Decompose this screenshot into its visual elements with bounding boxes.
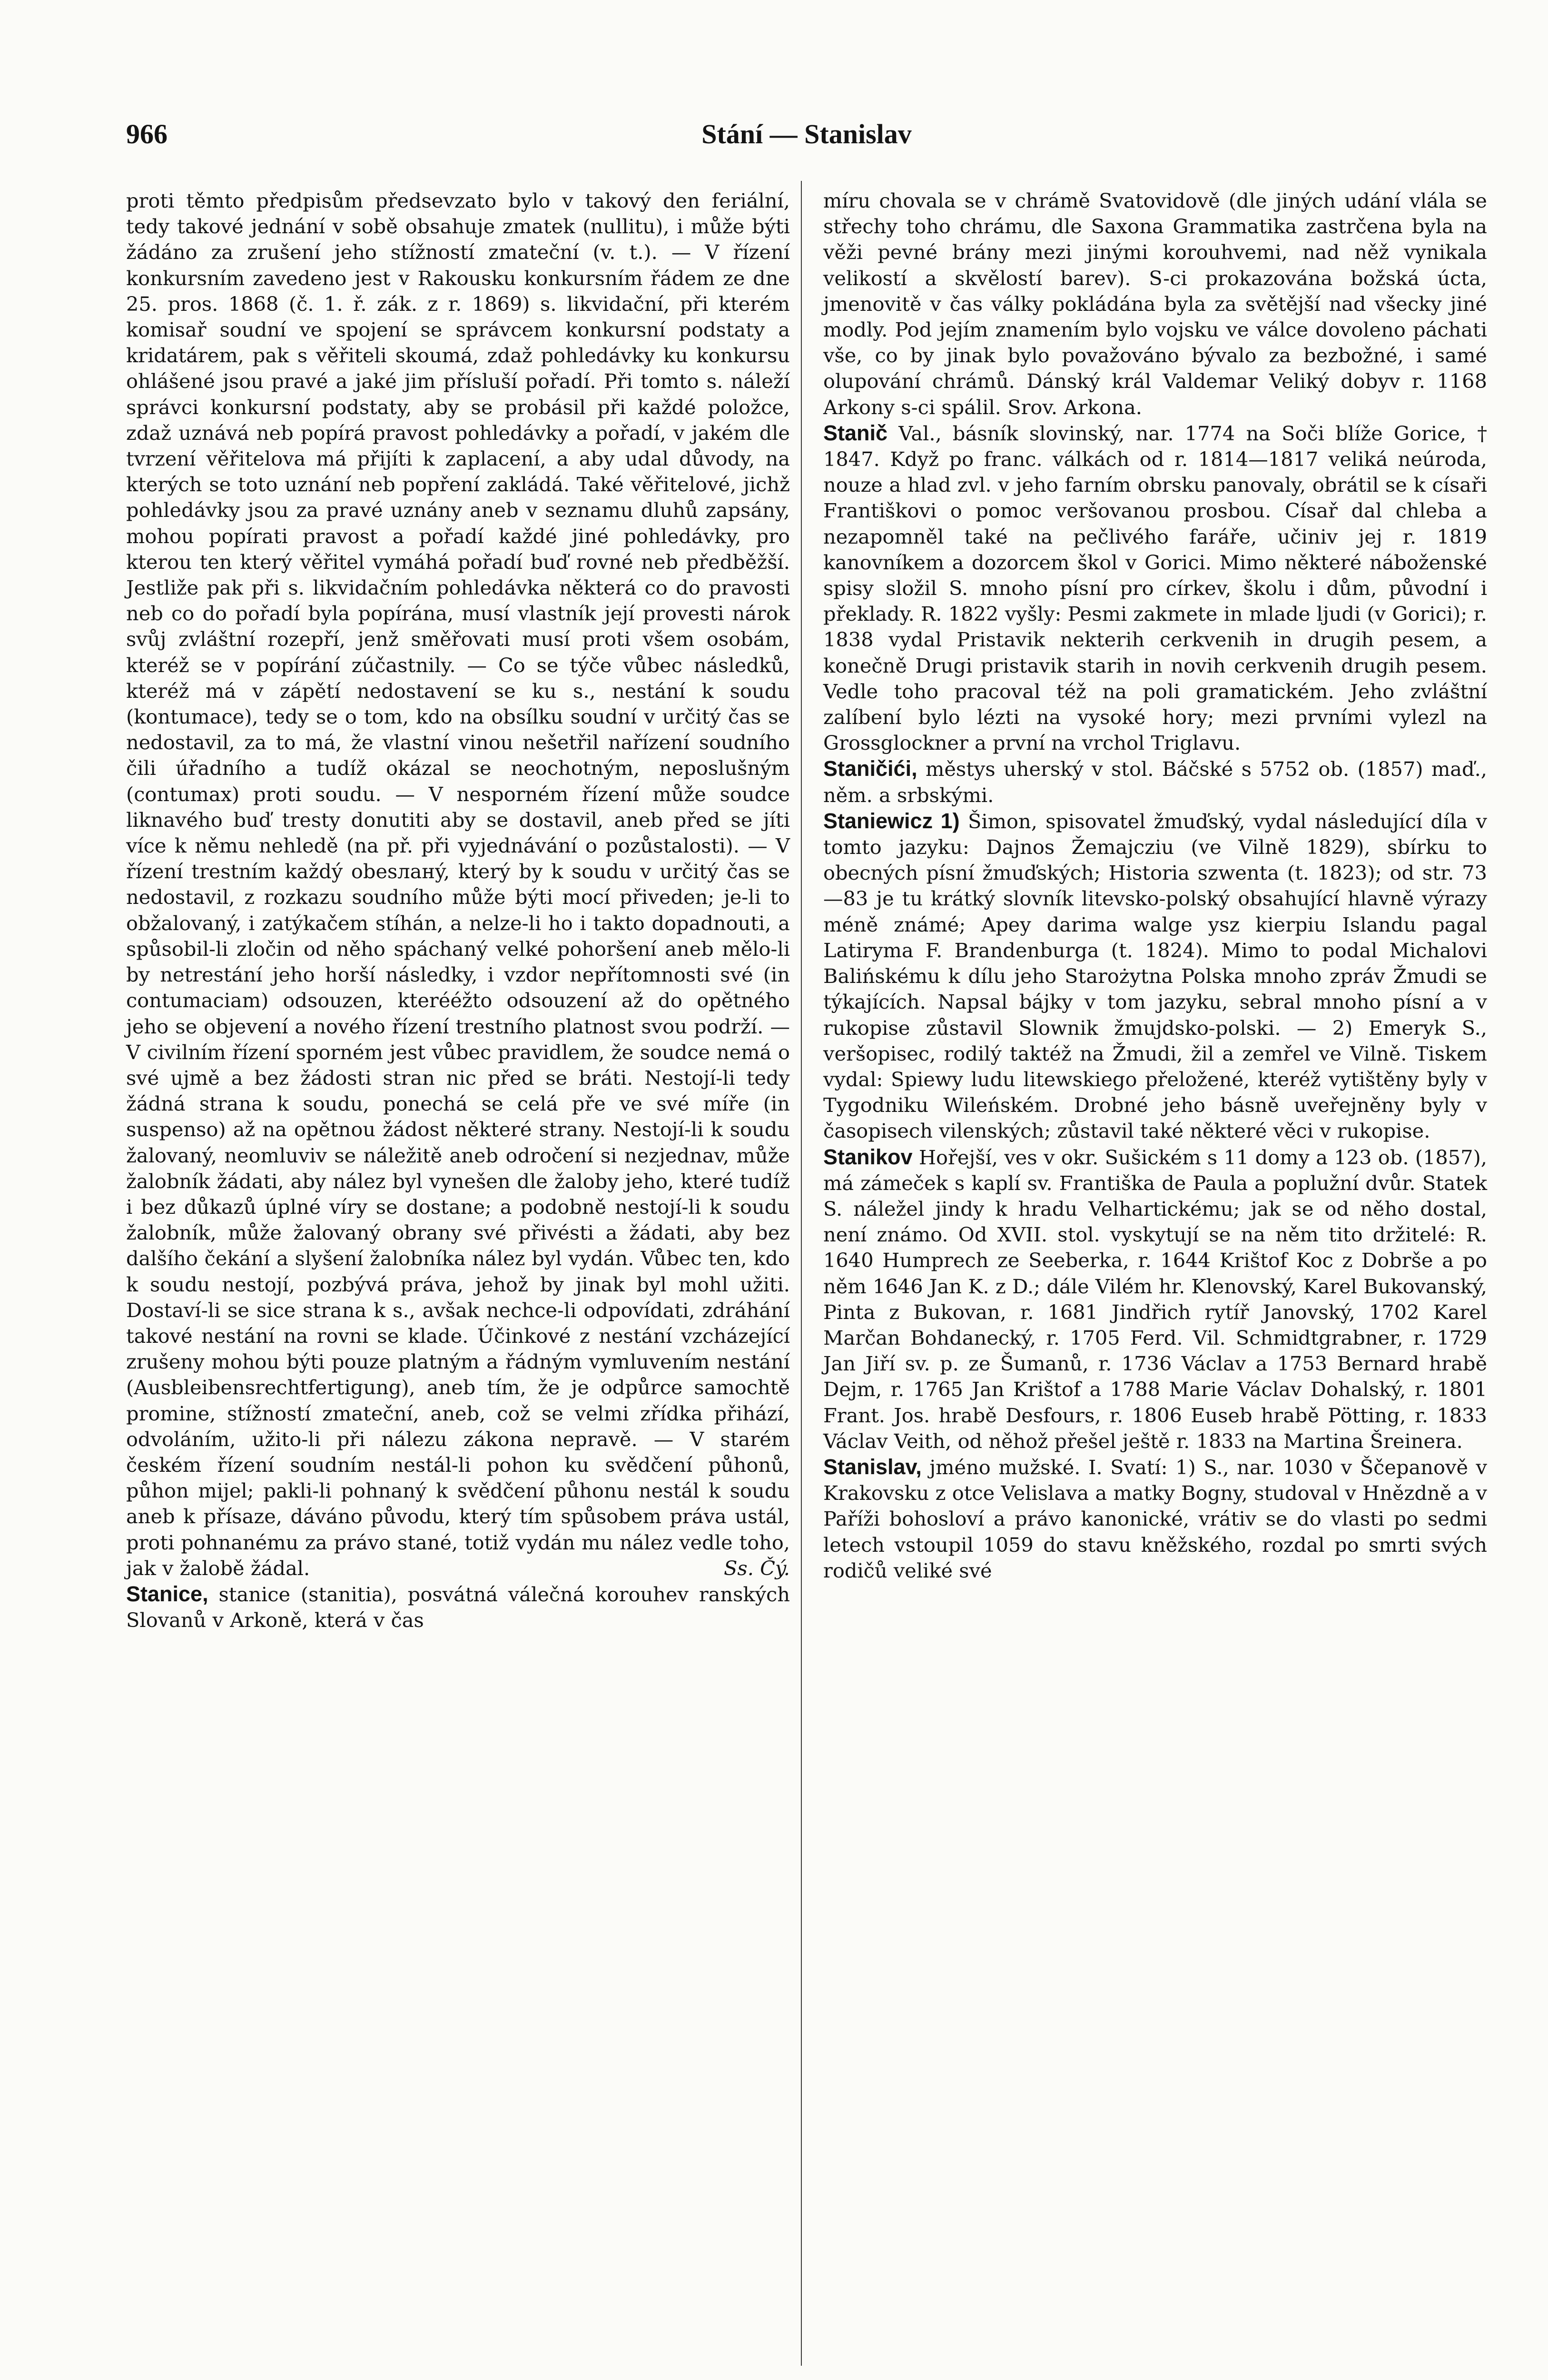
author-signature: Ss. Čý. [724,1556,790,1580]
entry-text: Šimon, spisovatel žmuďský, vydal následující díla v tomto jazyku: Dajnos Žemajcziu (ve Vilně 1829), sbírku to obecných písní žmuďských; Historia szwenta (t. 1823); od str. 73 —83 je tu krátký slovník litevsko-polský obsahující hlavně výrazy méně známé; Apey darima walge ysz kierpiu Islandu pagal Latiryma F. Brandenburga (t. 1824). Mimo to podal Michalovi Balińskému k dílu jeho Starożytna Polska mnoho zpráv Žmudi se týkajících. Napsal bájky v tom jazyku, sebral mnoho písní a v rukopise zůstavil Slownik žmujdsko-polski. — 2) Emeryk S., veršopisec, rodilý taktéž na Žmudi, žil a zemřel ve Vilně. Tiskem vydal: Spiewy ludu litewskiego přeložené, kteréž vytištěny byly v Tygodniku Wileńském. Drobné jeho básně uveřejněny byly v časopisech vilenských; zůstavil také některé věci v rukopise. [823,809,1487,1143]
headword: Stanič [823,420,888,445]
right-column [823,188,1487,1584]
headword: Stanice, [126,1581,208,1606]
running-title: Stání — Stanislav [701,119,912,149]
entry-stanicici [823,756,1487,808]
entry-stanic [823,420,1487,756]
entry-stanikov [823,1144,1487,1454]
entry-continuation [126,188,790,1581]
headword: Staniewicz 1) [823,808,960,833]
entry-staniewicz [823,808,1487,1144]
entry-stanislav [823,1454,1487,1584]
headword: Stanikov [823,1144,913,1169]
entry-text: stanice (stanitia), posvátná válečná korouhev ranských Slovanů v Arkoně, která v čas [126,1582,790,1632]
column-divider [801,181,802,2366]
entry-text: jméno mužské. I. Svatí: 1) S., nar. 1030 v Ščepanově v Krakovsku z otce Velislava a matky Bogny, studoval v Hnězdně a v Paříži bohosloví a právo kanonické, vrátiv se do vlasti po sedmi letech vstoupil 1059 do stavu kněžského, rozdal po smrti svých rodičů veliké své [823,1455,1487,1582]
left-column [126,188,790,1633]
entry-text: Hořejší, ves v okr. Sušickém s 11 domy a 123 ob. (1857), má zámeček s kaplí sv. Františka de Paula a poplužní dvůr. Statek S. náležel jindy k hradu Velhartickému; jak se od něho dostal, není známo. Od XVII. stol. vyskytují se na něm tito držitelé: R. 1640 Humprech ze Seeberka, r. 1644 Krištof Koc z Dobrše a po něm 1646 Jan K. z D.; dále Vilém hr. Klenovský, Karel Bukovanský, Pinta z Bukovan, r. 1681 Jindřich rytíř Janovský, 1702 Karel Marčan Bohdanecký, r. 1705 Ferd. Vil. Schmidtgrabner, r. 1729 Jan Jiří sv. p. ze Šumanů, r. 1736 Václav a 1753 Bernard hrabě Dejm, r. 1765 Jan Krištof a 1788 Marie Václav Dohalský, r. 1801 Frant. Jos. hrabě Desfours, r. 1806 Euseb hrabě Pötting, r. 1833 Václav Veith, od něhož přešel ještě r. 1833 na Martina Šreinera. [823,1145,1487,1453]
entry-continuation: míru chovala se v chrámě Svatovidově (dle jiných udání vlála se střechy toho chrámu, dle Saxona Grammatika zastrčena byla na věži pevné brány mezi jinými korouhvemi, nad něž vynikala velikostí a skvělostí barev). S-ci prokazována božská úcta, jmenovitě v čas války pokládána byla za světější nad všecky jiné modly. Pod jejím znamením bylo vojsku ve válce dovoleno páchati vše, co by jinak bylo považováno bývalo za bezbožné, i samé olupování chrámů. Dánský král Valdemar Veliký dobyv r. 1168 Arkony s-ci spálil. Srov. Arkona. [823,189,1487,419]
headword: Stanislav, [823,1454,922,1479]
entry-stanice [126,1581,790,1633]
entry-text: Val., básník slovinský, nar. 1774 na Soči blíže Gorice, † 1847. Když po franc. válkách od r. 1814—1817 veliká neúroda, nouze a hlad zvl. v jeho farním obrsku panovaly, obrátil se k císaři Františkovi o pomoc veršovanou prosbou. Císař dal chleba a nezapomněl také na pečlivého faráře, učiniv jej r. 1819 kanovníkem a dozorcem škol v Gorici. Mimo některé náboženské spisy složil S. mnoho písní pro církev, školu i dům, původní i překlady. R. 1822 vyšly: Pesmi zakmete in mlade ljudi (v Gorici); r. 1838 vydal Pristavik nekterih cerkvenih in drugih pesem, a konečně Drugi pristavik starih in novih cerkvenih drugih pesem. Vedle toho pracoval též na poli gramatickém. Jeho zvláštní zalíbení bylo lézti na vysoké hory; mezi prvními vylezl na Grossglockner a první na vrchol Triglavu. [823,421,1487,755]
page-header [126,118,1487,156]
page-number: 966 [126,119,168,149]
entry-text: proti těmto předpisům předsevzato bylo v takový den feriální, tedy takové jednání v sobě obsahuje zmatek (nullitu), i může býti žádáno za zrušení jeho stížností zmateční (v. t.). — V řízení konkursním zavedeno jest v Rakousku konkursním řádem ze dne 25. pros. 1868 (č. 1. ř. zák. z r. 1869) s. likvidační, při kterém komisař soudní ve spojení se správcem konkursní podstaty a kridatárem, pak s věřiteli skoumá, zdaž pohledávky ku konkursu ohlášené jsou pravé a jaké jim přísluší pořadí. Při tomto s. náleží správci konkursní podstaty, aby se probásil při každé položce, zdaž uznává neb popírá pravost pohledávky a pořadí, v jakém dle tvrzení věřitelova má přijíti k zaplacení, a aby udal důvody, na kterých se toto uznání neb popření zakládá. Také věřitelové, jichž pohledávky jsou za pravé uznány aneb v seznamu dluhů zapsány, mohou popírati pravost a pořadí každé jiné pohledávky, pro kterou ten který věřitel vymáhá pořadí buď rovné neb předběžší. Jestliže pak při s. likvidačním pohledávka některá co do pravosti neb co do pořadí byla popírána, musí vlastník její provesti nárok svůj zvláštní rozepří, jenž směřovati musí proti všem osobám, kteréž se v popírání zúčastnily. — Co se týče vůbec následků, kteréž má v zápětí nedostavení se ku s., nestání k soudu (kontumace), tedy se o tom, kdo na obsílku soudní v určitý čas se nedostavil, za to má, že vlastní vinou nešetřil nařízení soudního čili úřadního a tudíž okázal se neochotným, neposlušným (contumax) proti soudu. — V nesporném řízení může soudce liknavého buď tresty donutiti aby se dostavil, aneb před se jíti více k němu nehledě (na př. při vyjednávání o pozůstalosti). — V řízení trestním každý obesланý, který by k soudu v určitý čas se nedostavil, z rozkazu soudního může býti mocí přiveden; je-li to obžalovaný, i zatýkačem stíhán, a nelze-li ho i takto dopadnouti, a spůsobil-li zločin od něho spáchaný velké pohoršení aneb mělo-li by netrestání jeho horší následky, i vzdor nepřítomnosti své (in contumaciam) odsouzen, kterééžto odsouzení až do opětného jeho se objevení a nového řízení trestního platnost svou podrží. — V civilním řízení sporném jest vůbec pravidlem, že soudce nemá o své ujmě a bez žádosti stran nic před se bráti. Nestojí-li tedy žádná strana k soudu, ponechá se celá pře ve své míře (in suspenso) až na opětnou žádost některé strany. Nestojí-li k soudu žalovaný, neomluviv se náležitě aneb odročení si nezjednav, může žalobník žádati, aby nález byl vynešen dle žaloby jeho, které tudíž i bez důkazů úplné víry se dostane; a podobně nestojí-li k soudu žalobník, může žalovaný obrany své přivésti a žádati, aby bez dalšího čekání a slyšení žalobníka nález byl vydán. Vůbec ten, kdo k soudu nestojí, pozbývá práva, jehož by jinak byl mohl užiti. Dostaví-li se sice strana k s., avšak nechce-li odpovídati, zdráhání takové nestání na rovni se klade. Účinkové z nestání vzcházející zrušeny mohou býti pouze platným a řádným vymluvením nestání (Ausbleibensrechtfertigung), aneb tím, že je odpůrce samochtě promine, stížností zmateční, aneb, což se velmi zřídka přihází, odvoláním, užito-li při nálezu zákona nepravě. — V starém českém řízení soudním nestál-li pohon ku svědčení půhonů, půhon mijel; pakli-li pohnaný k svědčení půhonu nestál k soudu aneb k přísaze, dáváno původu, který tím spůsobem práva ustál, proti pohnanému za právo stané, totiž vydán mu nález vedle toho, jak v žalobě žádal. [126,189,790,1580]
entry-text: městys uherský v stol. Báčské s 5752 ob. (1857) maď., něm. a srbskými. [823,757,1487,807]
headword: Staničići, [823,756,917,781]
